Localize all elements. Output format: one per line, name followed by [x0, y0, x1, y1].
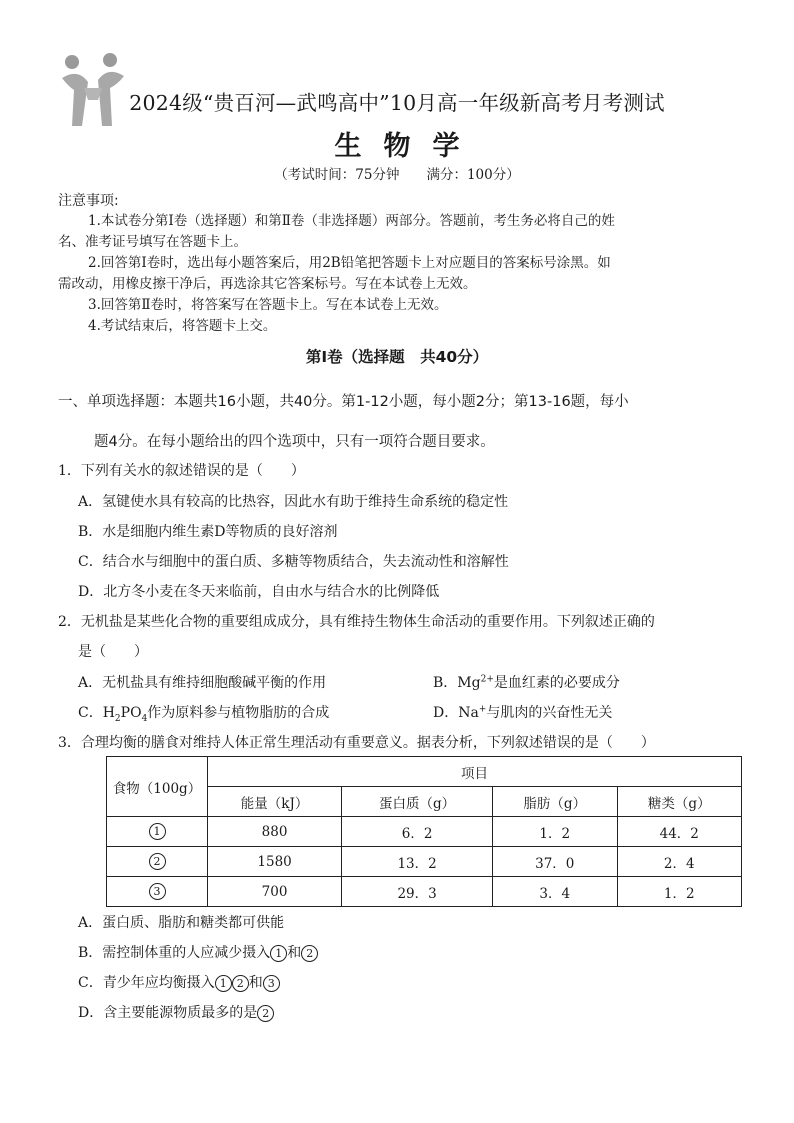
question-1-option-d: D．北方冬小麦在冬天来临前，自由水与结合水的比例降低 [78, 584, 440, 600]
notice-item-2: 2.回答第Ⅰ卷时，选出每小题答案后，用2B铅笔把答题卡上对应题目的答案标号涂黑。如 需改动，用橡皮擦干净后，再选涂其它答案标号。写在本试卷上无效。 [58, 255, 611, 292]
table-row [107, 817, 742, 847]
question-3-option-b: B．需控制体重的人应减少摄入 1 和 2 [78, 942, 318, 962]
question-1-option-b: B．水是细胞内维生素D等物质的良好溶剂 [78, 524, 338, 540]
cell-sugar: 2．4 [617, 847, 742, 877]
notice-item-4: 4.考试结束后，将答题卡上交。 [88, 318, 277, 334]
food-label: 2 [149, 853, 166, 870]
question-3-stem: 3．合理均衡的膳食对维持人体正常生理活动有重要意义。据表分析，下列叙述错误的是（ ） [58, 735, 655, 751]
cell-fat: 3．4 [493, 877, 617, 907]
table-header-group: 项目 [208, 757, 742, 787]
cell-sugar: 44．2 [617, 817, 742, 847]
cell-energy: 700 [208, 877, 342, 907]
notice-item-3: 3.回答第Ⅱ卷时，将答案写在答题卡上。写在本试卷上无效。 [88, 297, 448, 313]
question-2-stem-cont: 是（ ） [78, 644, 148, 660]
question-1-option-a: A．氢键使水具有较高的比热容，因此水有助于维持生命系统的稳定性 [78, 494, 509, 510]
section-title: 第Ⅰ卷（选择题 共40分） [305, 348, 489, 366]
exam-info: （考试时间：75分钟 满分：100分） [274, 167, 520, 183]
cell-energy: 880 [208, 817, 342, 847]
table-header-fat: 脂肪（g） [493, 787, 617, 817]
question-2-option-d: D．Na+与肌肉的兴奋性无关 [433, 704, 613, 721]
table-header-sugar: 糖类（g） [617, 787, 742, 817]
question-2-stem: 2．无机盐是某些化合物的重要组成成分，具有维持生物体生命活动的重要作用。下列叙述正确的 [58, 614, 655, 630]
question-3-option-c: C．青少年应均衡摄入 1 2 和 3 [78, 972, 280, 992]
exam-title: 2024级“贵百河—武鸣高中”10月高一年级新高考月考测试 [129, 91, 665, 115]
cell-protein: 13．2 [342, 847, 493, 877]
question-2-option-a: A．无机盐具有维持细胞酸碱平衡的作用 [78, 675, 327, 691]
cell-energy: 1580 [208, 847, 342, 877]
nutrition-table [106, 756, 742, 907]
cell-protein: 29．3 [342, 877, 493, 907]
question-3-option-a: A．蛋白质、脂肪和糖类都可供能 [78, 915, 285, 931]
question-1-option-c: C．结合水与细胞中的蛋白质、多糖等物质结合，失去流动性和溶解性 [78, 554, 509, 570]
notice-heading: 注意事项: [58, 193, 119, 209]
food-label: 3 [149, 883, 166, 900]
cell-fat: 1．2 [493, 817, 617, 847]
table-header-protein: 蛋白质（g） [342, 787, 493, 817]
notice-item-1: 1.本试卷分第Ⅰ卷（选择题）和第Ⅱ卷（非选择题）两部分。答题前，考生务必将自己的姓 名、准考证号填写在答题卡上。 [58, 213, 615, 250]
table-header-energy: 能量（kJ） [208, 787, 342, 817]
food-label: 1 [149, 823, 166, 840]
question-1-stem: 1．下列有关水的叙述错误的是（ ） [58, 463, 305, 479]
part-intro: 一、单项选择题：本题共16小题，共40分。第1-12小题，每小题2分；第13-16题，每小 题4分。在每小题给出的四个选项中，只有一项符合题目要求。 [58, 394, 629, 450]
cell-protein: 6．2 [342, 817, 493, 847]
table-row [107, 847, 742, 877]
table-header-food: 食物（100g） [107, 757, 208, 817]
question-2-option-b: B．$Mg^{2+}$是血红素的必要成分 [433, 674, 620, 691]
table-row [107, 877, 742, 907]
cell-fat: 37．0 [493, 847, 617, 877]
question-2-option-c: C．$H_2PO_4$作为原料参与植物脂肪的合成 [78, 705, 330, 724]
cell-sugar: 1．2 [617, 877, 742, 907]
subject-title: 生物学 [334, 131, 482, 162]
question-3-option-d: D．含主要能源物质最多的是 2 [78, 1002, 274, 1022]
